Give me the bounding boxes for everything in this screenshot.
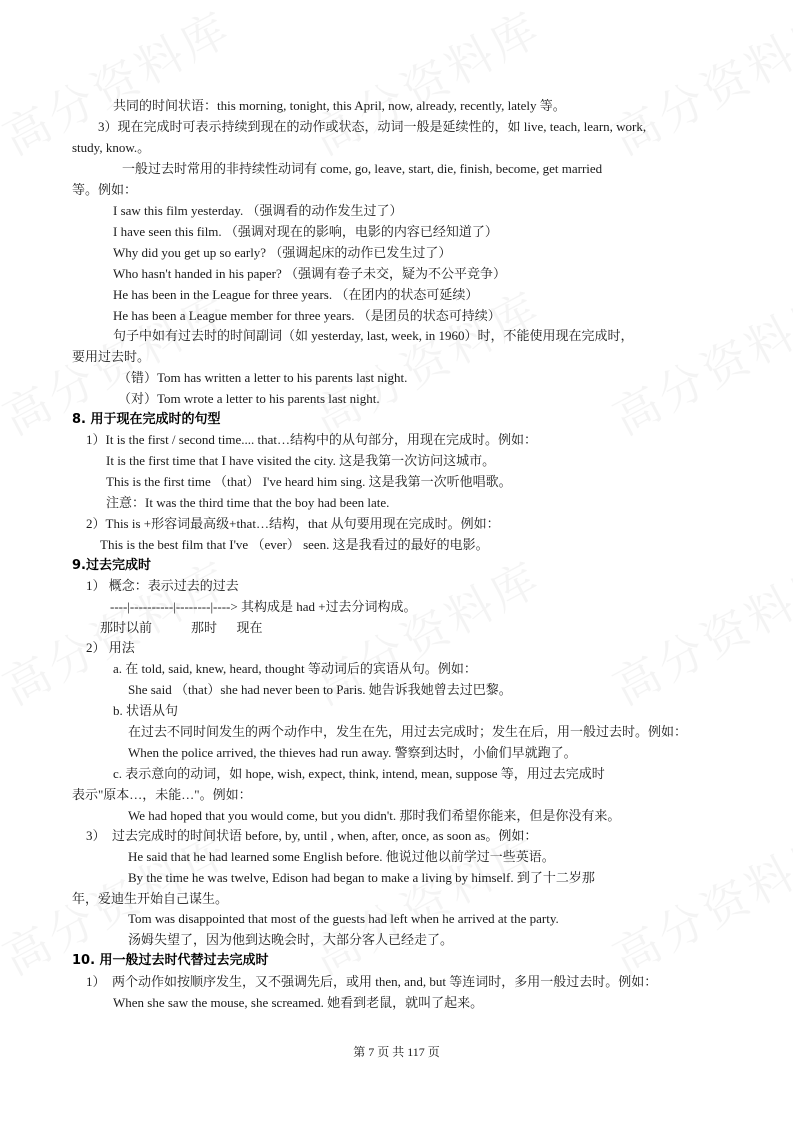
text-line: a. 在 told, said, knew, heard, thought 等动词后的宾语从句。例如： xyxy=(113,661,477,676)
text-line: By the time he was twelve, Edison had began to make a living by himself. 到了十二岁那 xyxy=(128,870,595,885)
watermark-text xyxy=(600,0,793,168)
text-line: 3）现在完成时可表示持续到现在的动作或状态，动词一般是延续性的，如 live, teach, learn, work, xyxy=(98,119,647,134)
text-line: 年，爱迪生开始自己谋生。 xyxy=(72,891,229,906)
text-line: （对）Tom wrote a letter to his parents last night. xyxy=(118,391,380,406)
text-line: 3） 过去完成时的时间状语 before, by, until , when, after, once, as soon as。例如： xyxy=(86,828,538,843)
text-line: 1） 两个动作如按顺序发生，又不强调先后，或用 then, and, but 等连词时，多用一般过去时。例如： xyxy=(86,974,658,989)
timeline-labels: 那时以前 那时 现在 xyxy=(100,620,263,635)
text-line: b. 状语从句 xyxy=(113,703,179,718)
text-line: 注意：It was the third time that the boy had been late. xyxy=(106,495,390,510)
text-line: Why did you get up so early? （强调起床的动作已发生过了） xyxy=(113,245,452,260)
text-line: 汤姆失望了，因为他到达晚会时，大部分客人已经走了。 xyxy=(128,932,454,947)
section-heading: 9.过去完成时 xyxy=(72,558,151,573)
text-line: He has been in the League for three years. （在团内的状态可延续） xyxy=(113,287,479,302)
text-line: 1） 概念：表示过去的过去 xyxy=(86,578,239,593)
timeline-diagram: ----|----------|--------|----> 其构成是 had +过去分词构成。 xyxy=(110,599,417,614)
section-heading: 8. 用于现在完成时的句型 xyxy=(72,412,221,427)
text-line: When the police arrived, the thieves had run away. 警察到达时，小偷们早就跑了。 xyxy=(128,745,577,760)
text-line: When she saw the mouse, she screamed. 她看到老鼠，就叫了起来。 xyxy=(113,995,484,1010)
watermark-text xyxy=(600,813,793,989)
text-line: c. 表示意向的动词，如 hope, wish, expect, think, intend, mean, suppose 等，用过去完成时 xyxy=(113,766,605,781)
text-line: 2） 用法 xyxy=(86,640,135,655)
text-line: I have seen this film. （强调对现在的影响，电影的内容已经知道了） xyxy=(113,224,498,239)
text-line: We had hoped that you would come, but you didn't. 那时我们希望你能来，但是你没有来。 xyxy=(128,808,621,823)
text-line: 1）It is the first / second time.... that…结构中的从句部分，用现在完成时。例如： xyxy=(86,432,537,447)
text-line: Tom was disappointed that most of the guests had left when he arrived at the party. xyxy=(128,911,559,926)
watermark-text xyxy=(600,543,793,719)
page-footer: 第 7 页 共 117 页 xyxy=(353,1045,440,1059)
text-line: 等。例如： xyxy=(72,182,138,197)
text-line: 共同的时间状语：this morning, tonight, this April, now, already, recently, lately 等。 xyxy=(113,98,566,113)
text-line: This is the first time （that） I've heard him sing. 这是我第一次听他唱歌。 xyxy=(106,474,512,489)
watermark-text xyxy=(600,273,793,449)
text-line: 要用过去时。 xyxy=(72,349,151,364)
text-line: He has been a League member for three years. （是团员的状态可持续） xyxy=(113,308,501,323)
watermark-text xyxy=(300,0,552,168)
text-line: Who hasn't handed in his paper? （强调有卷子未交，疑为不公平竞争） xyxy=(113,266,507,281)
section-heading: 10. 用一般过去时代替过去完成时 xyxy=(72,953,269,968)
text-line: 句子中如有过去时的时间副词（如 yesterday, last, week, in 1960）时，不能使用现在完成时， xyxy=(113,328,634,343)
text-line: She said （that）she had never been to Paris. 她告诉我她曾去过巴黎。 xyxy=(128,682,512,697)
text-line: 在过去不同时间发生的两个动作中，发生在先，用过去完成时；发生在后，用一般过去时。例如： xyxy=(128,724,688,739)
text-line: This is the best film that I've （ever） seen. 这是我看过的最好的电影。 xyxy=(100,537,489,552)
text-line: 一般过去时常用的非持续性动词有 come, go, leave, start, die, finish, become, get married xyxy=(122,161,603,176)
text-line: （错）Tom has written a letter to his parents last night. xyxy=(118,370,408,385)
text-line: He said that he had learned some English before. 他说过他以前学过一些英语。 xyxy=(128,849,555,864)
text-line: It is the first time that I have visited the city. 这是我第一次访问这城市。 xyxy=(106,453,496,468)
text-line: I saw this film yesterday. （强调看的动作发生过了） xyxy=(113,203,403,218)
text-line: 2）This is +形容词最高级+that…结构，that 从句要用现在完成时。例如： xyxy=(86,516,500,531)
text-line: 表示"原本…，未能…"。例如： xyxy=(72,787,252,802)
text-line: study, know.。 xyxy=(72,140,151,155)
